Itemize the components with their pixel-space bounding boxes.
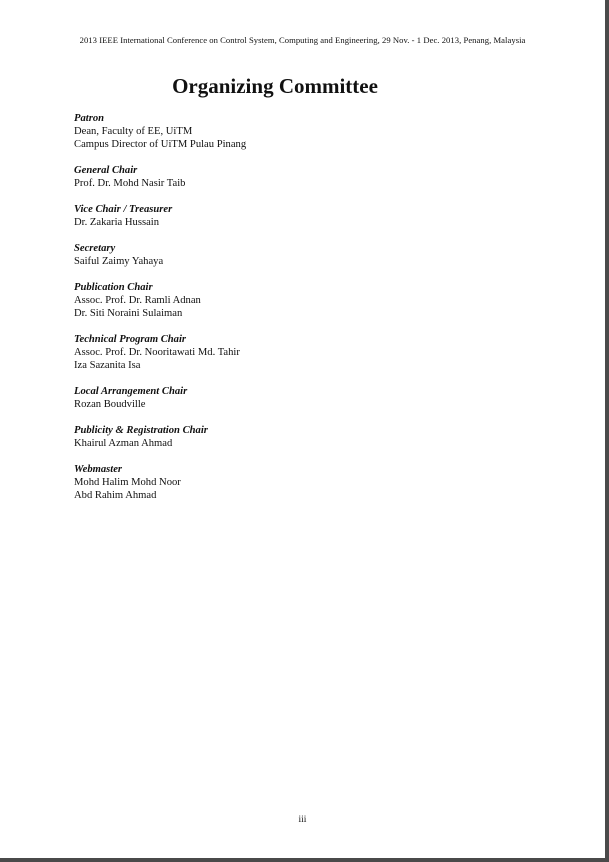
member-name: Khairul Azman Ahmad	[74, 438, 173, 449]
committee-section-vice-chair-treasurer	[74, 203, 534, 229]
role-title: Local Arrangement Chair	[74, 386, 188, 397]
committee-section-technical-program-chair	[74, 333, 534, 372]
member-name: Campus Director of UiTM Pulau Pinang	[74, 139, 247, 150]
member-name: Mohd Halim Mohd Noor	[74, 477, 181, 488]
committee-section-webmaster	[74, 463, 534, 502]
member-name: Rozan Boudville	[74, 399, 146, 410]
committee-section-publication-chair	[74, 281, 534, 320]
conference-header: 2013 IEEE International Conference on Control System, Computing and Engineering, 29 Nov. - 1 Dec. 2013, Penang, Malaysia	[79, 35, 526, 45]
member-name: Iza Sazanita Isa	[74, 360, 141, 371]
member-name: Abd Rahim Ahmad	[74, 490, 157, 501]
committee-section-local-arrangement-chair	[74, 385, 534, 411]
committee-section-patron	[74, 112, 534, 151]
member-name: Saiful Zaimy Yahaya	[74, 256, 164, 267]
committee-section-publicity-registration-chair	[74, 424, 534, 450]
committee-section-general-chair	[74, 164, 534, 190]
member-name: Assoc. Prof. Dr. Ramli Adnan	[74, 295, 201, 306]
member-name: Assoc. Prof. Dr. Nooritawati Md. Tahir	[74, 347, 240, 358]
committee-section-secretary	[74, 242, 534, 268]
committee-list	[74, 112, 534, 515]
role-title: Patron	[74, 113, 105, 124]
page-number: iii	[298, 815, 307, 825]
role-title: Webmaster	[74, 464, 123, 475]
role-title: General Chair	[74, 165, 138, 176]
member-name: Dr. Siti Noraini Sulaiman	[74, 308, 183, 319]
member-name: Prof. Dr. Mohd Nasir Taib	[74, 178, 186, 189]
role-title: Publication Chair	[74, 282, 153, 293]
role-title: Technical Program Chair	[74, 334, 187, 345]
page-title: Organizing Committee	[172, 74, 378, 98]
role-title: Secretary	[74, 243, 116, 254]
member-name: Dean, Faculty of EE, UiTM	[74, 126, 193, 137]
role-title: Publicity & Registration Chair	[74, 425, 208, 436]
member-name: Dr. Zakaria Hussain	[74, 217, 160, 228]
role-title: Vice Chair / Treasurer	[74, 204, 173, 215]
